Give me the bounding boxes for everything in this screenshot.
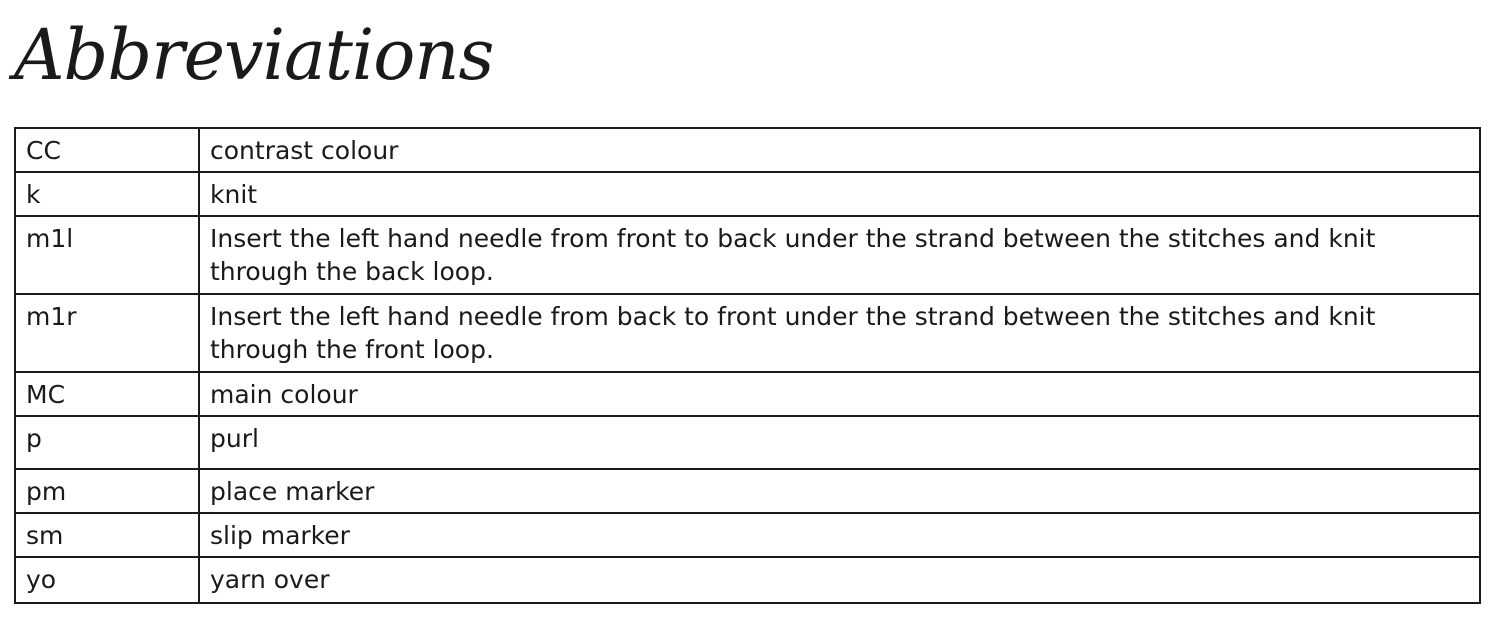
definition-cell: Insert the left hand needle from back to front under the strand between the stitches and knit through the front loop. bbox=[210, 302, 1376, 364]
abbreviation-cell: yo bbox=[16, 558, 200, 602]
definition-cell: yarn over bbox=[210, 565, 330, 594]
definition-cell: purl bbox=[210, 424, 259, 453]
definition-cell: contrast colour bbox=[210, 136, 399, 165]
table-row bbox=[16, 173, 1479, 217]
abbreviations-table bbox=[14, 127, 1481, 604]
definition-cell: main colour bbox=[210, 380, 358, 409]
table-row bbox=[16, 217, 1479, 295]
abbreviation-cell: sm bbox=[16, 514, 200, 556]
abbreviation-cell: m1r bbox=[16, 295, 200, 371]
page-title: Abbreviations bbox=[14, 14, 494, 96]
table-row bbox=[16, 417, 1479, 470]
abbreviation-cell: m1l bbox=[16, 217, 200, 293]
abbreviation-cell: k bbox=[16, 173, 200, 215]
table-row bbox=[16, 295, 1479, 373]
abbreviation-cell: p bbox=[16, 417, 200, 468]
abbreviation-cell: CC bbox=[16, 129, 200, 171]
definition-cell: knit bbox=[210, 180, 258, 209]
definition-cell: place marker bbox=[210, 477, 375, 506]
table-row bbox=[16, 129, 1479, 173]
table-row bbox=[16, 470, 1479, 514]
table-row bbox=[16, 514, 1479, 558]
table-row bbox=[16, 558, 1479, 602]
definition-cell: slip marker bbox=[210, 521, 350, 550]
abbreviation-cell: MC bbox=[16, 373, 200, 415]
definition-cell: Insert the left hand needle from front to back under the strand between the stitches and knit through the back loop. bbox=[210, 224, 1376, 286]
abbreviation-cell: pm bbox=[16, 470, 200, 512]
table-row bbox=[16, 373, 1479, 417]
